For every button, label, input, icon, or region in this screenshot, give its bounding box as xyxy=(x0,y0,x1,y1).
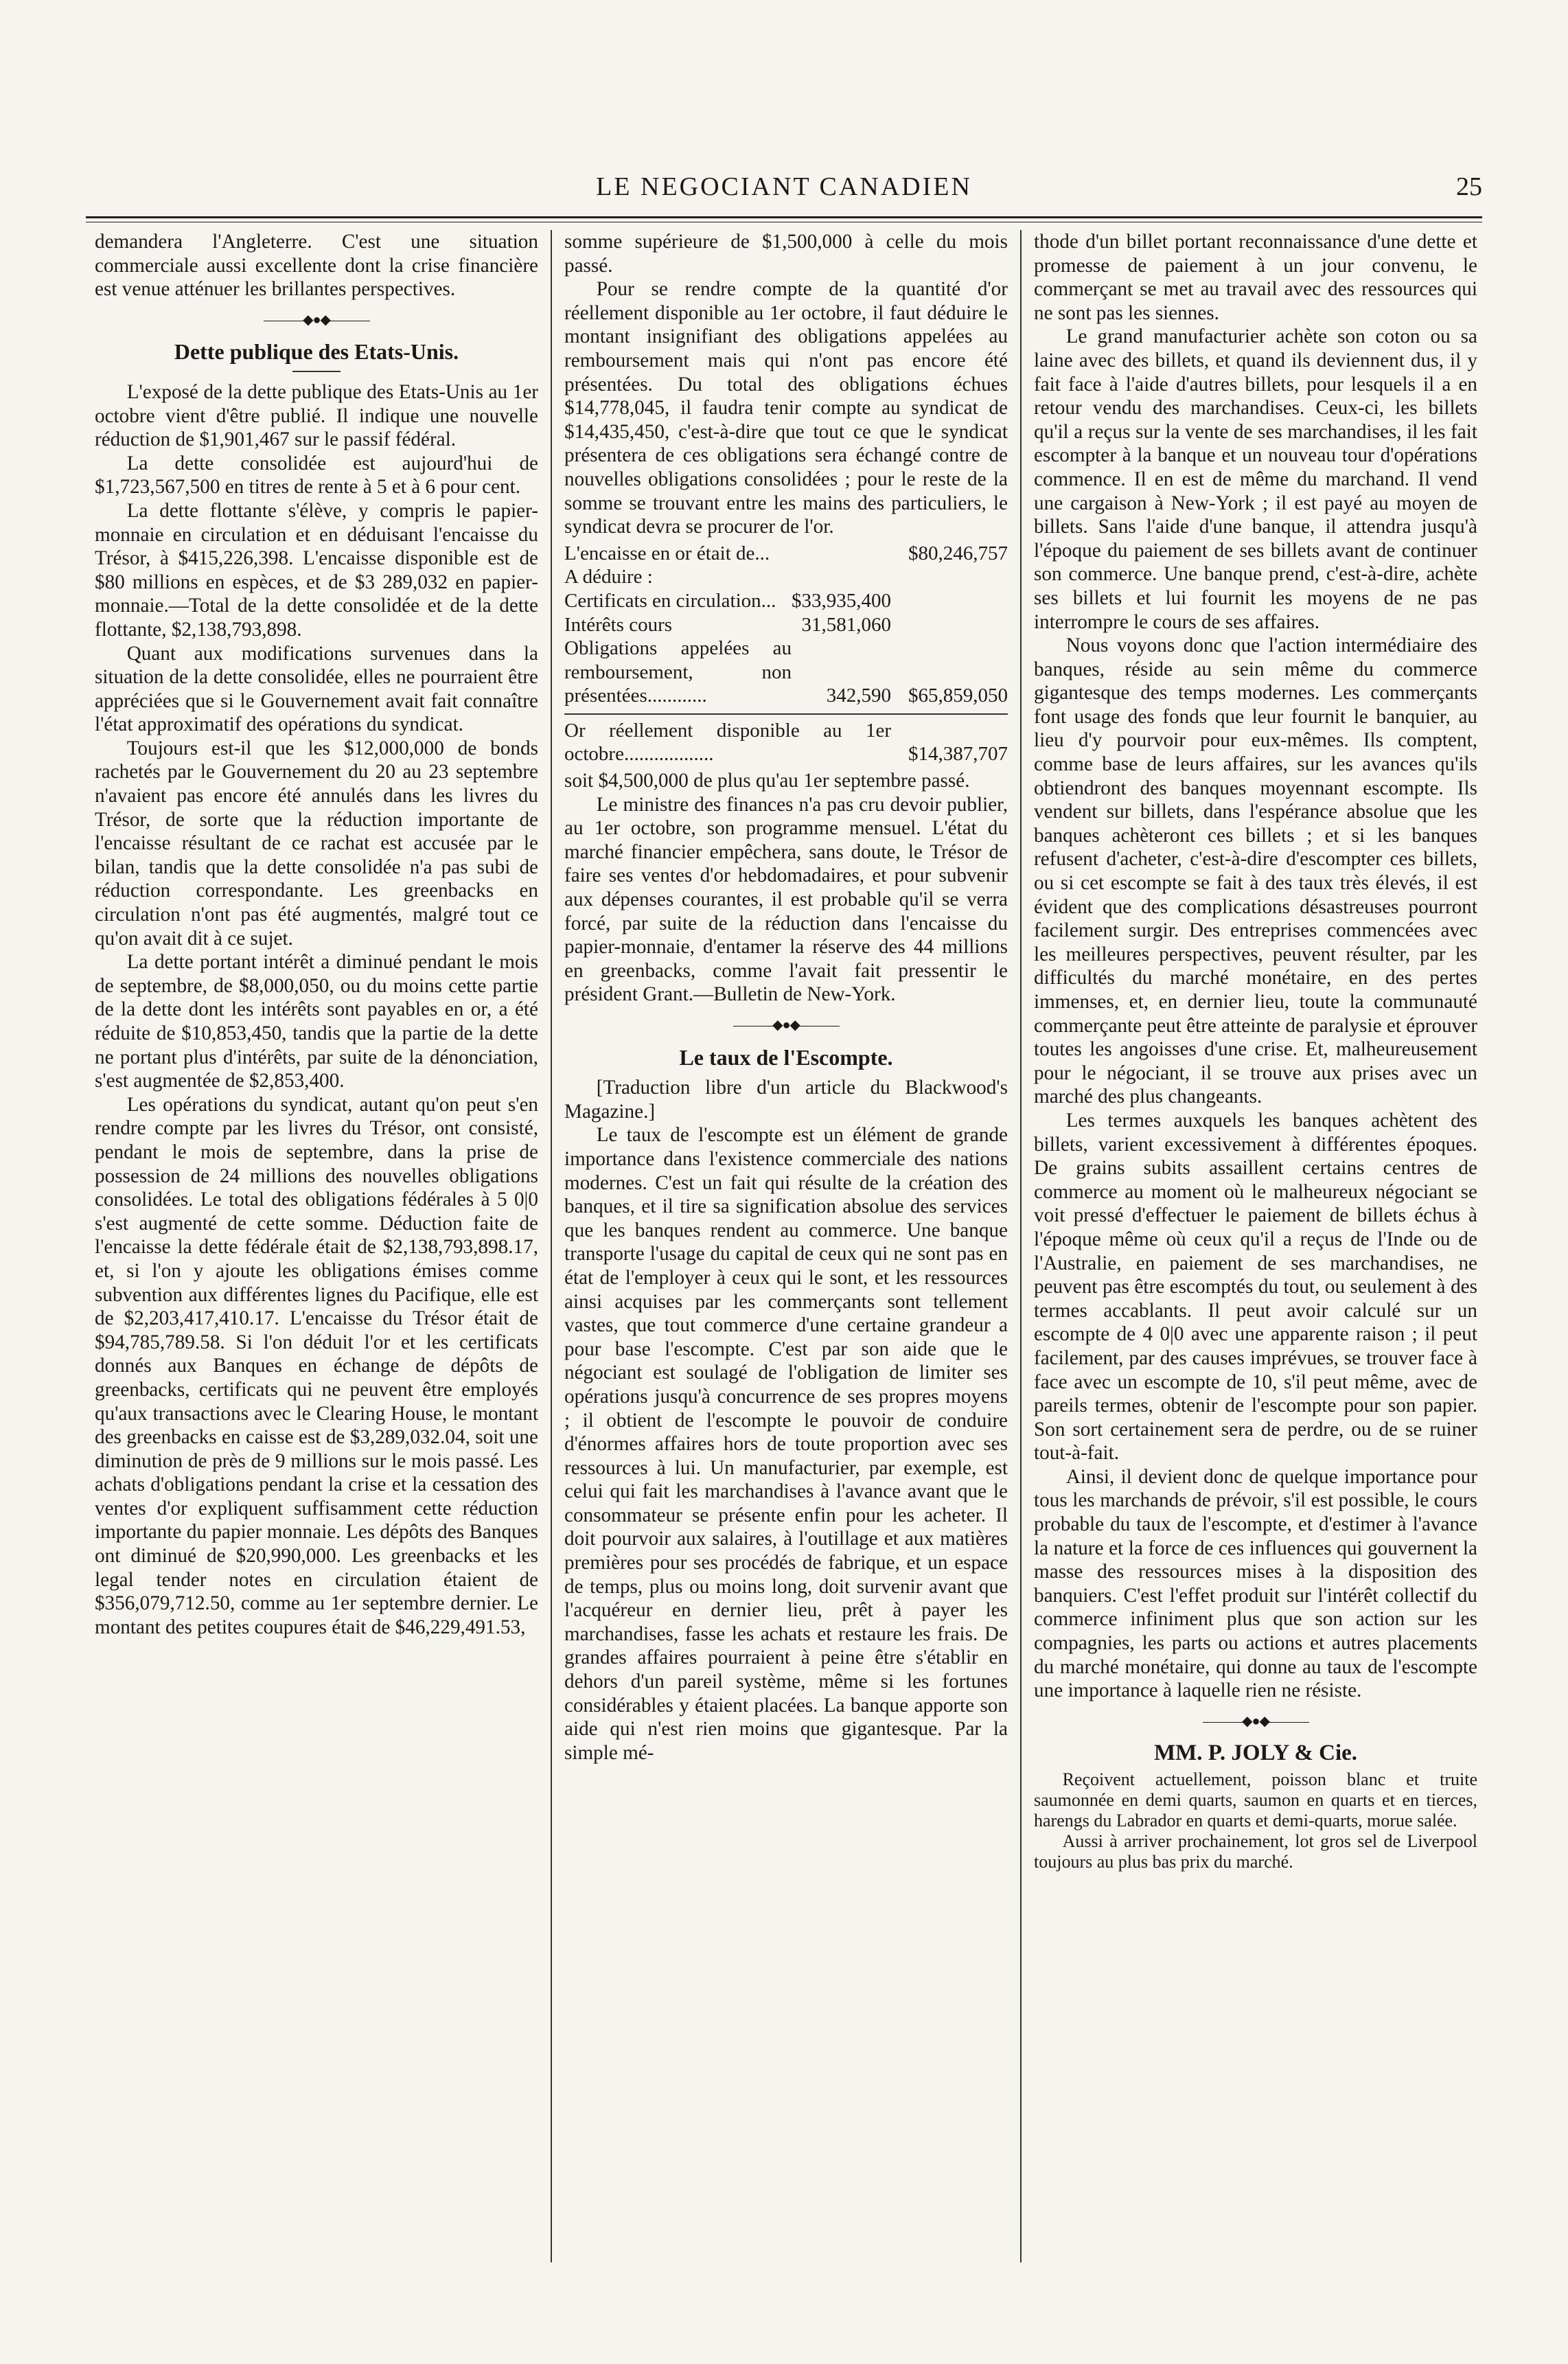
column-1-intro: demandera l'Angleterre. C'est une situation commerciale aussi excellente dont la crise financière est venue atténuer les brillantes perspectives. xyxy=(95,231,538,301)
running-head xyxy=(86,172,1482,213)
table-row xyxy=(564,542,1008,566)
short-rule xyxy=(292,371,341,372)
paragraph: Le taux de l'escompte est un élément de grande importance dans l'existence commerciale des nations modernes. C'est un fait qui résulte de la création des banques, et il tire sa signification absolue des services que les banques rendent au commerce. Une banque transporte l'usage du capital de ceux qui ne sont pas en état de l'employer à ceux qui le sont, et les ressources ainsi acquises par les commerçants sont tellement vastes, que tout commerce d'une certaine grandeur a pour base l'escompte. C'est par son aide que le négociant est soulagé de l'obligation de limiter ses opérations jusqu'à concurrence de ses propres moyens ; il obtient de l'escompte le pouvoir de conduire d'énormes affaires hors de toute proportion avec ses ressources à lui. Un manufacturier, par exemple, est celui qui fait les marchandises à l'avance avant que le consommateur se présente enfin pour les acheter. Il doit pourvoir aux salaires, à l'outillage et aux matières premières pour ses procédés de fabrique, et un espace de temps, plus ou moins long, doit survenir avant que l'acquéreur en dernier lieu, prêt à payer les marchandises, fasse les achats et restaure les frais. De grandes affaires pourraient à peine être s'établir en dehors d'un pareil système, même si les fortunes considérables y étaient placées. La banque apporte son aide qui n'est rien moins que gigantesque. Par la simple mé- xyxy=(564,1124,1008,1764)
paragraph: La dette flottante s'élève, y compris le papier-monnaie en circulation et en déduisant l'encaisse du Trésor, à $415,226,398. L'encaisse disponible est de $80 millions en espèces, et de $3 289,032 en papier-monnaie.—Total de la dette consolidée et de la dette flottante, $2,138,793,898. xyxy=(95,499,538,641)
table-total xyxy=(891,613,1008,637)
columns xyxy=(82,230,1490,2262)
table-label: Certificats en circulation... xyxy=(564,589,776,612)
table-label: Or réellement disponible au 1er octobre.................. xyxy=(564,719,891,766)
table-row xyxy=(564,719,1008,766)
advertisement-text: Aussi à arriver prochainement, lot gros sel de Liverpool toujours au plus bas prix du marché. xyxy=(1034,1831,1477,1872)
column-3 xyxy=(1020,230,1490,2262)
translation-note: [Traduction libre d'un article du Blackwood's Magazine.] xyxy=(564,1077,1008,1123)
paragraph: Les opérations du syndicat, autant qu'on peut s'en rendre compte par les livres du Trésor, ont consisté, pendant le mois de septembre, dans la prise de possession de 24 millions des nouvelles obligations consolidées. Le total des obligations fédérales à 5 0|0 s'est augmenté de cette somme. Déduction faite de l'encaisse la dette fédérale était de $2,138,793,898.17, et, si l'on y ajoute les obligations émises comme subvention aux différentes lignes du Pacifique, elle est de $2,203,417,410.17. L'encaisse du Trésor était de $94,785,789.58. Si l'on déduit l'or et les certificats donnés aux Banques en échange de dépôts de greenbacks, certificats qui ne peuvent être employés qu'aux transactions avec le Clearing House, le montant des greenbacks en caisse est de $3,289,032.04, soit une diminution de près de 9 millions sur le mois passé. Les achats d'obligations pendant la crise et la cessation des ventes d'or expliquent suffisamment cette réduction importante du papier monnaie. Les dépôts des Banques ont diminué de $20,990,000. Les greenbacks et les legal tender notes en circulation étaient de $356,079,712.50, comme au 1er septembre dernier. Le montant des petites coupures était de $46,229,491.53, xyxy=(95,1093,538,1638)
ornament-divider: ———◆●◆——— xyxy=(264,312,369,328)
financial-total-table xyxy=(564,719,1008,766)
table-row xyxy=(564,636,1008,708)
ornament-divider: ———◆●◆——— xyxy=(1203,1713,1308,1729)
section-title-dette-publique: Dette publique des Etats-Unis. xyxy=(174,339,459,365)
table-value: 31,581,060 xyxy=(801,613,891,636)
running-title: LE NEGOCIANT CANADIEN xyxy=(596,172,972,201)
paragraph: soit $4,500,000 de plus qu'au 1er septembre passé. xyxy=(564,770,970,792)
table-label: L'encaisse en or était de... xyxy=(564,542,770,564)
table-row xyxy=(564,613,1008,637)
paragraph: thode d'un billet portant reconnaissance d'une dette et promesse de paiement à un jour convenu, le commerçant se met au travail avec des ressources qui ne sont pas les siennes. xyxy=(1034,231,1477,324)
paragraph: Nous voyons donc que l'action intermédiaire des banques, réside au sein même du commerce gigantesque des temps modernes. Les commerçants font usage des fonds que leur fournit le banquier, au lieu d'y pourvoir pour eux-mêmes. Ils comptent, comme base de leurs affaires, sur les avances qu'ils obtiendront des banques moyennant escompte. Ils vendent sur billets, dans l'espérance absolue que les banques achèteront ces billets ; et si les banques refusent d'acheter, c'est-à-dire d'escompter ces billets, ou si cet escompte se fait à des taux très élevés, il est évident que des complications désastreuses pourront facilement surgir. Des entreprises commencées avec les meilleures perspectives, peuvent résulter, par les difficultés du marché monétaire, en des pertes immenses, et, en dernier lieu, toute la communauté commerçante peut être atteinte de paralysie et éprouver toutes les angoisses d'une crise. Et, malheureusement pour le négociant, il se trouve aux prises avec un marché des plus changeants. xyxy=(1034,634,1477,1108)
column-2 xyxy=(551,230,1020,2262)
paragraph: Pour se rendre compte de la quantité d'or réellement disponible au 1er octobre, il faut déduire le montant insignifiant des obligations appelées au remboursement mais qui n'ont pas encore été présentées. Du total des obligations échues $14,778,045, il faudra tenir compte au syndicat de $14,435,450, c'est-à-dire que tout ce que le syndicat présentera de ces obligations sera échangé contre de nouvelles obligations consolidées ; pour le reste de la somme se trouvant entre les mains des particuliers, le syndicat devra se procurer de l'or. xyxy=(564,278,1008,538)
table-row xyxy=(564,589,1008,613)
financial-table xyxy=(564,542,1008,708)
paragraph: L'exposé de la dette publique des Etats-Unis au 1er octobre vient d'être publié. Il indique une nouvelle réduction de $1,901,467 sur le passif fédéral. xyxy=(95,380,538,451)
advertisement xyxy=(1034,1741,1477,1872)
paragraph: somme supérieure de $1,500,000 à celle du mois passé. xyxy=(564,231,1008,277)
section-title-escompte: Le taux de l'Escompte. xyxy=(679,1044,893,1070)
ornament-divider: ———◆●◆——— xyxy=(733,1018,839,1033)
table-value: $14,387,707 xyxy=(908,743,1008,766)
table-value: $80,246,757 xyxy=(908,542,1008,564)
table-label: Obligations appelées au remboursement, non présentées............ xyxy=(564,637,792,707)
paragraph: Le grand manufacturier achète son coton ou sa laine avec des billets, et quand ils deviennent dus, il y fait face à l'aide d'autres billets, pour lesquels il a en retour vendu des marchandises. Ceux-ci, les billets qu'il a reçus sur la vente de ses marchandises, il les fait escompter à la banque et un nouveau tour d'opérations commence. Il en est de même du marchand. Il vend une cargaison à New-York ; il est payé au moyen de billets. Sans l'aide d'une banque, il attendra jusqu'à l'époque du paiement de ses billets avant de continuer son commerce. Une banque prend, c'est-à-dire, achète ses billets et lui fournit les moyens de ne pas interrompre le cours de ses affaires. xyxy=(1034,325,1477,633)
table-label: A déduire : xyxy=(564,566,653,588)
table-total xyxy=(891,589,1008,613)
advertisement-text: Reçoivent actuellement, poisson blanc et truite saumonnée en demi quarts, saumon en quarts et en tierces, harengs du Labrador en quarts et demi-quarts, morue salée. xyxy=(1034,1769,1477,1831)
paragraph: Ainsi, il devient donc de quelque importance pour tous les marchands de prévoir, s'il est possible, le cours probable du taux de l'escompte, et d'estimer à l'avance la nature et la force de ces influences qui gouvernent la masse des ressources mises à la disposition des banquiers. C'est l'effet produit sur l'intérêt collectif du commerce infiniment plus que son action sur les compagnies, les parts ou actions et autres placements du marché monétaire, qui donne au taux de l'escompte une importance à laquelle rien ne résiste. xyxy=(1034,1465,1477,1702)
paragraph: Les termes auxquels les banques achètent des billets, varient excessivement à différentes époques. De grains subits assaillent certains centres de commerce au moment où le malheureux négociant se voit pressé d'effectuer le paiement de billets échus à l'époque même où ceux qu'il a reçus de l'Inde ou de l'Australie, en paiement de ses marchandises, ne peuvent pas être escomptés du tout, ou seulement à des termes accablants. Il peut avoir calculé sur un escompte de 4 0|0 avec une apparente raison ; il peut facilement, par des causes imprévues, se trouver face à face avec un escompte de 10, s'il peut même, avec de pareils termes, obtenir de l'escompte pour son papier. Son sort certainement sera de perdre, ou de se ruiner tout-à-fait. xyxy=(1034,1109,1477,1465)
column-1 xyxy=(82,230,551,2262)
page-number: 25 xyxy=(1456,172,1482,201)
paragraph: La dette portant intérêt a diminué pendant le mois de septembre, de $8,000,050, ou du moins cette partie de la dette dont les intérêts sont payables en or, a été réduite de $10,853,450, tandis que la partie de la dette ne portant plus d'intérêts, par suite de la dénonciation, s'est augmentée de $2,853,400. xyxy=(95,951,538,1092)
paragraph: Le ministre des finances n'a pas cru devoir publier, au 1er octobre, son programme mensuel. L'état du marché financier empêchera, sans doute, le Trésor de faire ses ventes d'or hebdomadaires, et pour subvenir aux dépenses courantes, il est probable qu'il se verra forcé, par suite de la réduction dans l'encaisse du papier-monnaie, d'entamer la réserve des 44 millions en greenbacks, comme l'avait fait pressentir le président Grant.—Bulletin de New-York. xyxy=(564,793,1008,1006)
paragraph: Toujours est-il que les $12,000,000 de bonds rachetés par le Gouvernement du 20 au 23 septembre n'avaient pas encore été annulés dans les livres du Trésor, de sorte que la réduction importante de l'encaisse résultant de ce rachat est accusée par le bilan, tandis que la dette consolidée n'a pas subi de réduction correspondante. Les greenbacks en circulation n'ont pas été augmentés, malgré tout ce qu'on avait dit à ce sujet. xyxy=(95,737,538,950)
table-row xyxy=(564,565,1008,589)
table-total: $65,859,050 xyxy=(908,685,1008,707)
advertisement-title: MM. P. JOLY & Cie. xyxy=(1153,1741,1358,1766)
paragraph: La dette consolidée est aujourd'hui de $1,723,567,500 en titres de rente à 5 et à 6 pour cent. xyxy=(95,452,538,498)
table-value: 342,590 xyxy=(826,685,891,707)
paragraph: Quant aux modifications survenues dans la situation de la dette consolidée, elles ne pourraient être appréciées que si le Gouvernement avait fait connaître l'état approximatif des opérations du syndicat. xyxy=(95,642,538,736)
table-divider xyxy=(564,713,1008,715)
table-value: $33,935,400 xyxy=(792,589,891,612)
table-label: Intérêts cours xyxy=(564,613,673,636)
header-rule xyxy=(86,216,1482,222)
